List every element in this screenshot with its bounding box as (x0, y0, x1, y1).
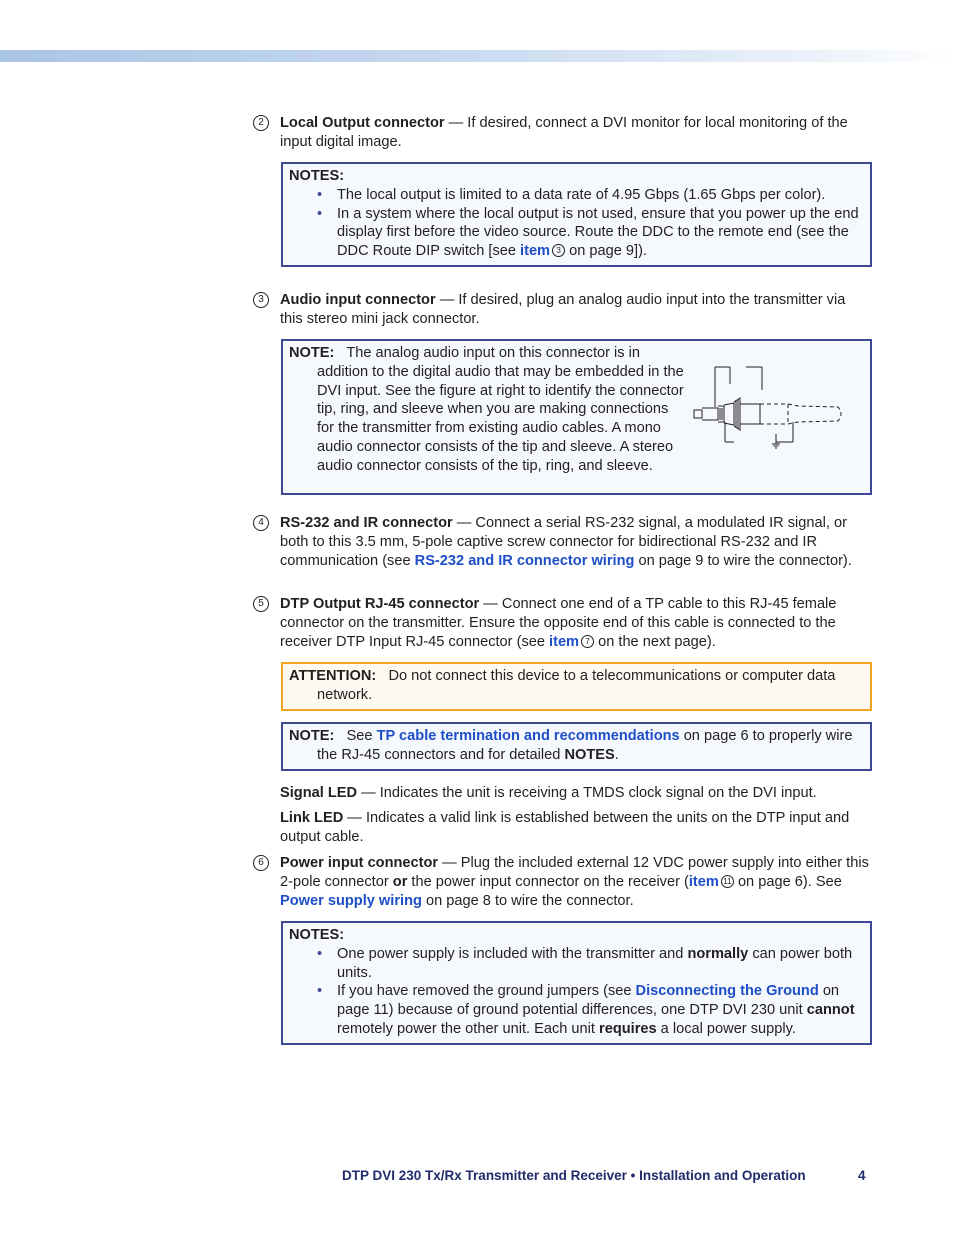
item-text: on page 9 to wire the connector). (634, 552, 852, 569)
note-bold: cannot (806, 1002, 855, 1019)
item-text: on page 8 to wire the connector. (421, 892, 634, 909)
item-title: Audio input connector (280, 292, 436, 308)
item-number-4: 4 (253, 515, 269, 531)
item-title: Power input connector (280, 855, 439, 871)
signal-led-desc (280, 784, 870, 803)
item-dtp-output (258, 595, 870, 651)
note-bold: normally (687, 945, 749, 962)
header-bar (0, 50, 954, 62)
rs232-wiring-link[interactable]: RS-232 and IR connector wiring (414, 552, 635, 569)
link-led-desc (280, 809, 870, 847)
note-text: on page 9]). (565, 243, 647, 260)
note-title: NOTE: (289, 728, 335, 744)
note-text: on page 6 to properly wire the RJ-45 connectors and for detailed (317, 728, 853, 763)
item-text: — Connect a serial RS-232 signal, a modulated IR signal, or both to this 3.5 mm, 5-pole captive screw connector for bidirectional RS-232 and IR communication (see (280, 515, 847, 569)
link-led-title: Link LED (280, 810, 344, 826)
item-link[interactable]: item (520, 243, 551, 260)
item-text: — Plug the included external 12 VDC power supply into either this 2-pole connector (280, 855, 869, 890)
note-text: In a system where the local output is not used, ensure that you power up the end display first before the video source. Route the DDC to the remote end (see the DDC Route DIP switch [see (337, 205, 859, 260)
attention-title: ATTENTION: (289, 668, 377, 684)
item-number-6: 6 (253, 855, 269, 871)
note-bold: NOTES (564, 746, 615, 763)
item-link[interactable]: item (549, 633, 580, 650)
notes-box-local-output (281, 162, 872, 267)
notes-title: NOTES: (289, 927, 345, 943)
footer-title: DTP DVI 230 Tx/Rx Transmitter and Receiver • Installation and Operation (342, 1168, 806, 1183)
item-power-input (258, 854, 870, 910)
item-link[interactable]: item (688, 873, 719, 890)
note-bullet: • The local output is limited to a data rate of 4.95 Gbps (1.65 Gbps per color). (289, 186, 864, 205)
note-bold: requires (599, 1020, 657, 1037)
note-text: If you have removed the ground jumpers (see (337, 983, 636, 1000)
note-bullet (289, 945, 864, 983)
signal-led-text: — Indicates the unit is receiving a TMDS clock signal on the DVI input. (357, 785, 817, 801)
notes-title: NOTES: (289, 168, 345, 184)
item-text: — If desired, connect a DVI monitor for local monitoring of the input digital image. (280, 115, 848, 150)
note-text: a local power supply. (656, 1020, 796, 1037)
power-wiring-link[interactable]: Power supply wiring (280, 892, 422, 909)
item-text: on the next page). (594, 633, 716, 650)
item-rs232-ir (258, 514, 870, 570)
note-text: The analog audio input on this connector is in addition to the digital audio that may be embedded in the DVI input. See the figure at right to identify the connector tip, ring, and sleeve when you are making connections for the transmitter from existing audio cables. A mono audio connector consists of the tip and sleeve. A stereo audio connector consists of the tip, ring, and sleeve. (317, 345, 684, 474)
item-number-5: 5 (253, 596, 269, 612)
tp-cable-link[interactable]: TP cable termination and recommendations (376, 728, 680, 744)
item-bold: or (392, 873, 408, 890)
item-text: — If desired, plug an analog audio input into the transmitter via this stereo mini jack connector. (280, 292, 846, 327)
audio-jack-diagram (688, 362, 848, 452)
attention-text: Do not connect this device to a telecommunications or computer data network. (317, 668, 836, 703)
item-audio-input (258, 291, 870, 329)
item-text: on page 6). See (733, 873, 842, 890)
note-title: NOTE: (289, 345, 335, 361)
note-text: on page 11) because of ground potential differences, one DTP DVI 230 unit (337, 983, 840, 1019)
item-text: the power input connector on the receiver ( (407, 873, 689, 890)
note-text: One power supply is included with the transmitter and (337, 945, 688, 962)
disconnect-ground-link[interactable]: Disconnecting the Ground (635, 983, 819, 1000)
item-title: RS-232 and IR connector (280, 515, 453, 531)
notes-box-power (281, 921, 872, 1045)
item-title: Local Output connector (280, 115, 445, 131)
page-number: 4 (858, 1168, 866, 1183)
note-paragraph (289, 344, 687, 476)
note-bullet (289, 205, 864, 261)
item-number-3: 3 (253, 292, 269, 308)
note-bullet (289, 982, 864, 1038)
link-led-text: — Indicates a valid link is established between the units on the DTP input and output cable. (280, 810, 850, 845)
signal-led-title: Signal LED (280, 785, 358, 801)
item-title: DTP Output RJ-45 connector (280, 596, 480, 612)
item-number-11: 11 (721, 875, 734, 888)
note-paragraph (289, 727, 864, 765)
item-number-7: 7 (581, 635, 594, 648)
note-text: can power both units. (337, 945, 853, 981)
item-text: — Connect one end of a TP cable to this RJ-45 female connector on the transmitter. Ensure the opposite end of this cable is connected to the receiver DTP Input RJ-45 connector (see (280, 596, 837, 650)
note-box-tp-cable (281, 722, 872, 771)
item-number-3: 3 (552, 244, 565, 257)
item-number-2: 2 (253, 115, 269, 131)
note-text: remotely power the other unit. Each unit (337, 1020, 600, 1037)
note-text: . (614, 746, 619, 763)
attention-paragraph (289, 667, 864, 705)
attention-box (281, 662, 872, 711)
item-local-output (258, 114, 870, 152)
note-text: See (346, 728, 377, 744)
